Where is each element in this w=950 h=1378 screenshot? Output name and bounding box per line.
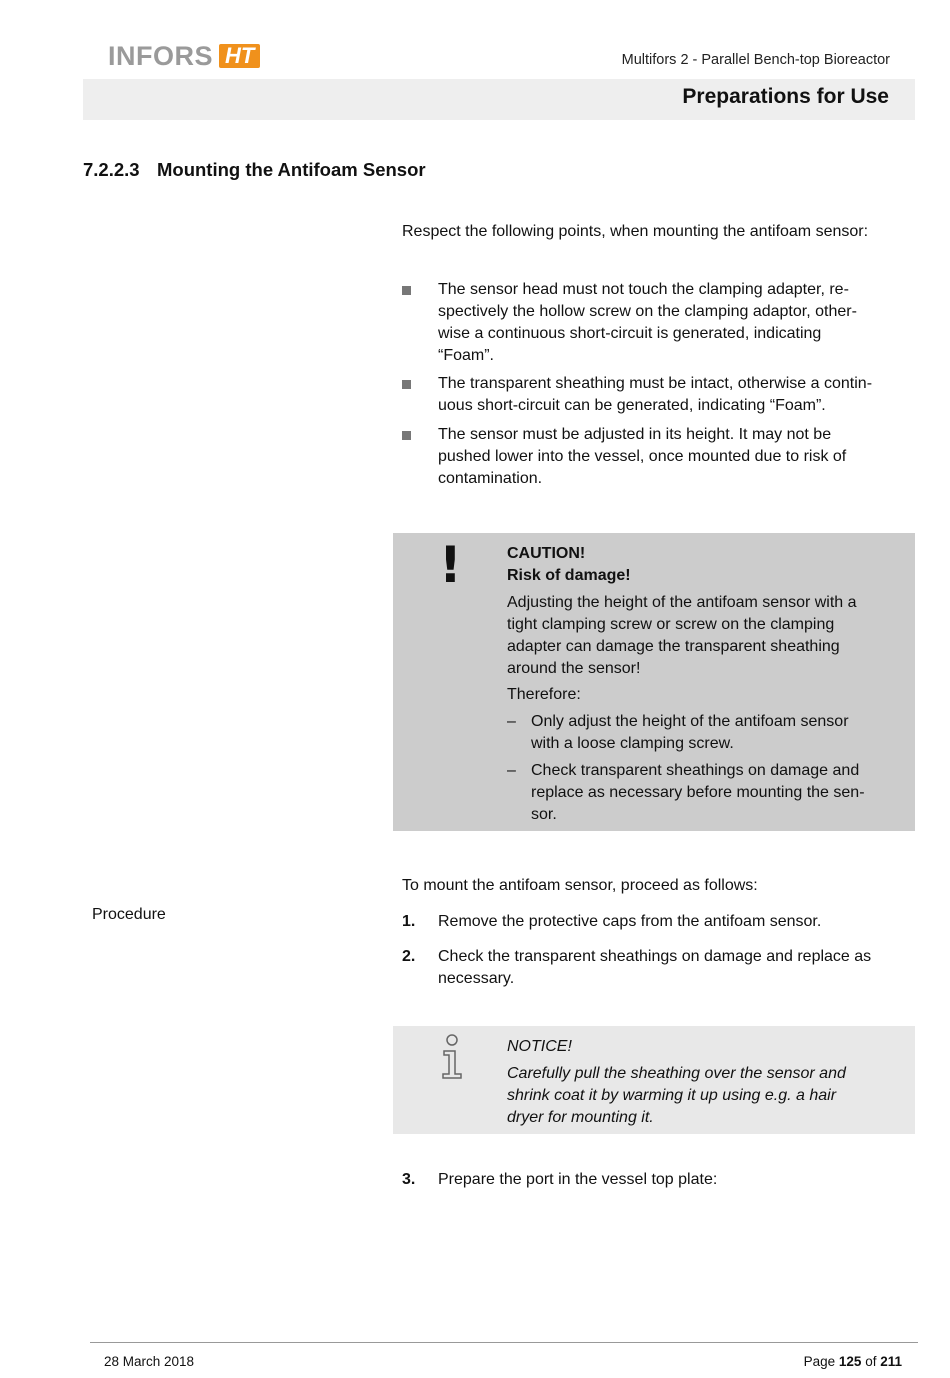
measure-line: Only adjust the height of the antifoam sensor [531, 713, 849, 730]
page-of: of [865, 1354, 877, 1369]
logo-ht-badge: HT [219, 44, 260, 68]
notice-heading: NOTICE! [507, 1038, 572, 1055]
caution-measure-2 [531, 760, 901, 826]
step-line: Remove the protective caps from the antifoam sensor. [438, 913, 822, 930]
bullet-line: contamination. [438, 470, 543, 487]
dash-mark: – [507, 762, 516, 779]
step-line: necessary. [438, 970, 515, 987]
document-title: Multifors 2 - Parallel Bench-top Bioreactor [621, 52, 890, 68]
bullet-square-icon [402, 286, 411, 295]
footer-date: 28 March 2018 [104, 1354, 195, 1369]
caution-heading: CAUTION! [507, 545, 586, 562]
measure-line: with a loose clamping screw. [531, 735, 734, 752]
caution-body-line: around the sensor! [507, 660, 641, 677]
bullet-line: “Foam”. [438, 347, 494, 364]
step-number: 3. [402, 1171, 416, 1188]
exclamation-icon: ! [439, 536, 462, 594]
bullet-square-icon [402, 380, 411, 389]
page-current: 125 [838, 1354, 862, 1369]
caution-subheading: Risk of damage! [507, 567, 631, 584]
section-number: 7.2.2.3 [83, 159, 140, 180]
bullet-line: spectively the hollow screw on the clamping adaptor, other- [438, 303, 857, 320]
page-label: Page [803, 1354, 836, 1369]
caution-box [393, 533, 915, 831]
bullet-line: uous short-circuit can be generated, indicating “Foam”. [438, 397, 826, 414]
bullet-line: The sensor must be adjusted in its height. It may not be [438, 426, 832, 443]
logo-word: INFORS [108, 40, 214, 71]
page-total: 211 [880, 1354, 902, 1369]
caution-body [507, 592, 902, 680]
bullet-line: pushed lower into the vessel, once mounted due to risk of [438, 448, 847, 465]
company-logo [108, 42, 260, 70]
measure-line: replace as necessary before mounting the sen- [531, 784, 865, 801]
notice-body-line: Carefully pull the sheathing over the sensor and [507, 1065, 846, 1082]
dash-mark: – [507, 713, 516, 730]
notice-body-line: dryer for mounting it. [507, 1109, 654, 1126]
bullet-item-1 [438, 279, 912, 367]
bullet-line: The sensor head must not touch the clamping adapter, re- [438, 281, 849, 298]
notice-box [393, 1026, 915, 1134]
caution-measure-1 [531, 711, 901, 755]
caution-body-line: Adjusting the height of the antifoam sensor with a [507, 594, 857, 611]
procedure-intro: To mount the antifoam sensor, proceed as follows: [402, 877, 758, 894]
bullet-item-3 [438, 424, 912, 490]
measure-line: sor. [531, 806, 557, 823]
step-line: Check the transparent sheathings on damage and replace as [438, 948, 872, 965]
chapter-band [83, 79, 915, 120]
bullet-square-icon [402, 431, 411, 440]
section-title: Mounting the Antifoam Sensor [157, 159, 426, 180]
bullet-line: wise a continuous short-circuit is generated, indicating [438, 325, 822, 342]
procedure-side-label: Procedure [92, 906, 166, 923]
caution-body-line: tight clamping screw or screw on the clamping [507, 616, 835, 633]
step-number: 1. [402, 913, 416, 930]
bullet-item-2 [438, 373, 912, 417]
measure-line: Check transparent sheathings on damage and [531, 762, 860, 779]
info-icon [439, 1034, 465, 1080]
step-number: 2. [402, 948, 416, 965]
caution-body-line: adapter can damage the transparent sheathing [507, 638, 840, 655]
caution-therefore: Therefore: [507, 686, 581, 703]
step-3 [438, 1169, 912, 1191]
step-1 [438, 911, 912, 933]
step-line: Prepare the port in the vessel top plate: [438, 1171, 718, 1188]
chapter-title: Preparations for Use [682, 85, 889, 108]
notice-body-line: shrink coat it by warming it up using e.g. a hair [507, 1087, 837, 1104]
page-indicator [804, 1354, 902, 1369]
footer-divider [90, 1342, 918, 1343]
bullet-line: The transparent sheathing must be intact, otherwise a contin- [438, 375, 873, 392]
step-2 [438, 946, 912, 990]
notice-body [507, 1063, 902, 1129]
intro-text: Respect the following points, when mounting the antifoam sensor: [402, 223, 869, 240]
